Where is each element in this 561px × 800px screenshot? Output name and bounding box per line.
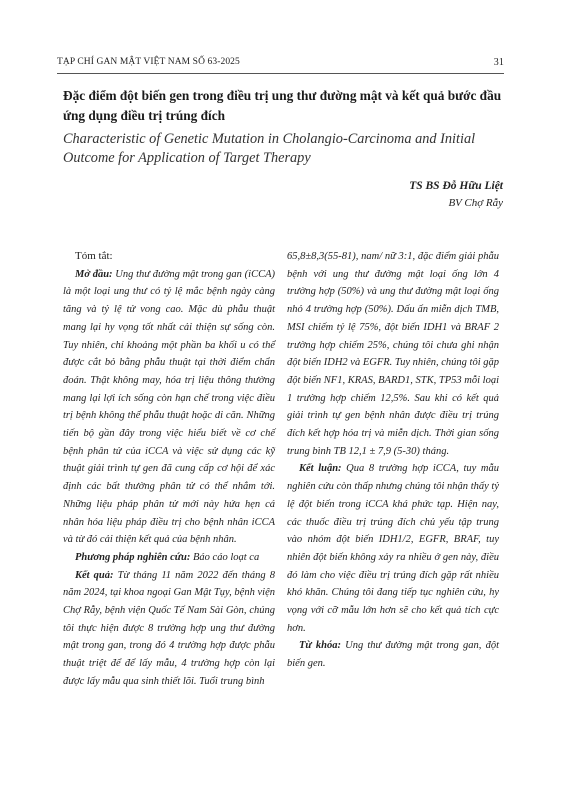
title-english: Characteristic of Genetic Mutation in Cholangio-Carcinoma and Initial Outcome for Application of Target Therapy [63,131,476,166]
journal-name: TẠP CHÍ GAN MẬT VIỆT NAM SỐ 63-2025 [57,57,240,67]
abstract-column-right [287,248,499,673]
methods-paragraph [63,549,275,567]
intro-text: Ung thư đường mật trong gan (iCCA) là một loại ung thư có tỷ lệ mắc bệnh ngày càng tăng và tỷ lệ tử vong cao. Mặc dù phẫu thuật mang lại hy vọng tốt nhất cải thiện sự sống còn. Tuy nhiên, chỉ khoảng một phần ba khối u có thể được cắt bỏ bằng phẫu thuật tại thời điểm chẩn đoán. Thật không may, hóa trị liệu thông thường mang lại lợi ích sống còn hạn chế trong việc điều trị bệnh không thể phẫu thuật hoặc di căn. Những tiến bộ gần đây trong việc hiểu biết về cơ chế bệnh phân tử của iCCA và việc sử dụng các kỹ thuật giải trình tự gen đã cung cấp cơ hội để xác định các bất thường phân tử có thể nhắm tới. Những liệu pháp phân tử mới này hứa hẹn cá nhân hóa liệu pháp điều trị cho bệnh nhân iCCA và từ đó cải thiện kết quả của bệnh nhân. [63,268,275,546]
header-rule [57,73,504,74]
keywords-label: Từ khóa: [299,640,341,652]
page-number: 31 [493,57,504,68]
abstract-heading: Tóm tắt: [75,250,113,262]
conclusion-label: Kết luận: [299,463,342,475]
title-vietnamese: Đặc điểm đột biến gen trong điều trị ung thư đường mật và kết quả bước đầu ứng dụng điều trị trúng đích [63,88,502,123]
conclusion-text: Qua 8 trường hợp iCCA, tuy mẫu nghiên cứu còn thấp nhưng chúng tôi nhận thấy tỷ lệ đột biến trong iCCA khá phức tạp. Hiện nay, các thuốc điều trị trúng đích chủ yếu tập trung vào nhóm đột biến IDH1/2, EGFR, BRAF, tuy nhiên đột biến không xảy ra nhiều ở gen này, điều đó làm cho việc điều trị trúng đích gặp rất nhiều khó khăn. Chúng tôi đang tiếp tục nghiên cứu, hy vọng với cỡ mẫu lớn hơn sẽ cho kết quả tích cực hơn. [287,463,499,634]
results-text-left: Từ tháng 11 năm 2022 đến tháng 8 năm 2024, tại khoa ngoại Gan Mật Tụy, bệnh viện Chợ Rẫy, bệnh viện Quốc Tế Nam Sài Gòn, chúng tôi thực hiện được 8 trường hợp ung thư đường mật trong gan, trong đó 4 trường hợp được phẫu thuật triệt để để lấy mẫu, 4 trường hợp còn lại được lấy mẫu qua sinh thiết lõi. Tuổi trung bình [63,569,275,687]
methods-text: Báo cáo loạt ca [190,551,260,563]
author-name: TS BS Đỗ Hữu Liệt [409,180,503,192]
results-paragraph-left [63,567,275,691]
abstract-column-left [63,248,275,691]
intro-label: Mở đầu: [75,268,113,280]
results-paragraph-right: 65,8±8,3(55-81), nam/ nữ 3:1, đặc điểm giải phẫu bệnh với ung thư đường mật loại ống lớn 4 trường hợp (50%) và ung thư đường mật loại ống nhỏ 4 trường hợp (50%). Dấu ấn miễn dịch TMB, MSI chiếm tỷ lệ 75%, đột biến IDH1 và BRAF 2 trường hợp chiếm 25%, chúng tôi chưa ghi nhận đột biến IDH2 và EGFR. Tuy nhiên, chúng tôi gặp đột biến NF1, KRAS, BARD1, STK, TP53 mỗi loại 1 trường hợp chiếm 12,5%. Sau khi có kết quả giải trình tự gen bệnh nhân được điều trị trúng đích kết hợp hóa trị và miễn dịch. Thời gian sống trung bình TB 12,1 ± 7,9 (5-30) tháng. [287,251,500,457]
conclusion-paragraph [287,460,499,637]
intro-paragraph [63,266,275,549]
methods-label: Phương pháp nghiên cứu: [75,551,191,563]
running-header [57,57,504,73]
keywords-text: Ung thư đường mật trong gan, đột biến gen. [287,640,499,670]
author-affiliation: BV Chợ Rẫy [448,197,503,209]
results-label: Kết quả: [75,569,114,581]
keywords-paragraph [287,637,499,672]
